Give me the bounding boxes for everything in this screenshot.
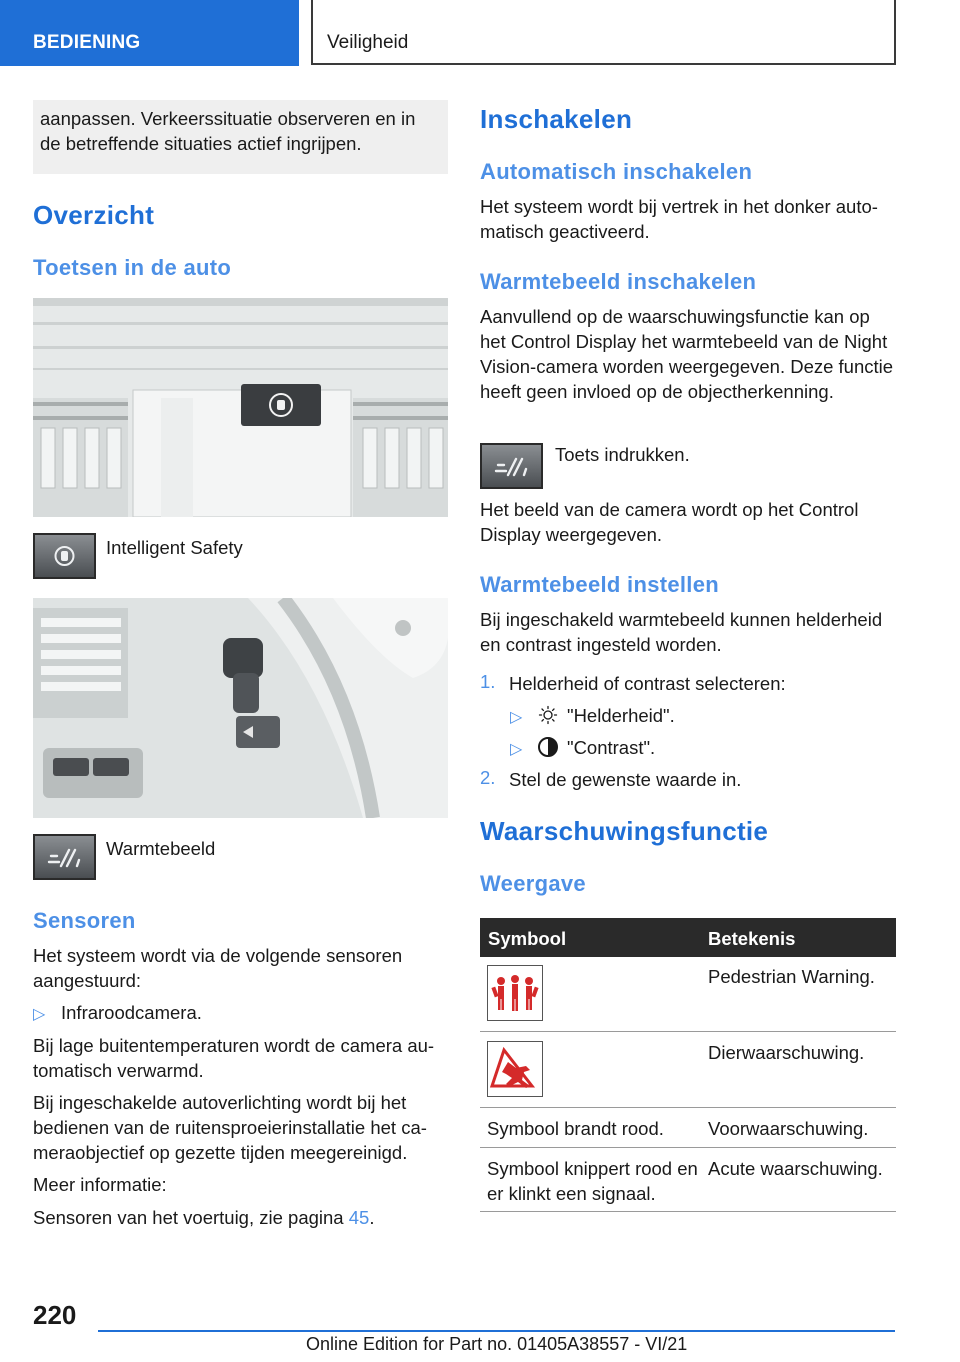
bullet-infrarood: Infraroodcamera. xyxy=(61,1002,202,1023)
row-2-meaning: Dierwaarschuwing. xyxy=(708,1042,865,1063)
section-tab xyxy=(0,0,299,66)
heading-warmtebeeld-instellen: Warmtebeeld instellen xyxy=(480,572,719,597)
row-4-meaning: Acute waarschuwing. xyxy=(708,1158,883,1179)
thermal-image-icon-2 xyxy=(482,445,541,487)
paragraph-lage-temperaturen: Bij lage buitentemperaturen wordt de camera automatisch verwarmd. xyxy=(33,1035,435,1081)
meer-informatie: Meer informatie: xyxy=(33,1174,167,1195)
heading-toetsen: Toetsen in de auto xyxy=(33,255,232,280)
pedestrians-icon xyxy=(488,966,542,1020)
heading-waarschuwingsfunctie: Waarschuwingsfunctie xyxy=(480,816,769,846)
sub-bullet-icon-1: ▷ xyxy=(510,709,523,726)
dashboard-photo xyxy=(33,298,448,517)
heading-inschakelen: Inschakelen xyxy=(480,104,633,134)
page-link-45[interactable]: 45 xyxy=(348,1207,370,1228)
beeld-text: Het beeld van de camera wordt op het Control Display weergegeven. xyxy=(480,499,859,545)
page-number: 220 xyxy=(33,1300,77,1330)
warmtebeeld-label: Warmtebeeld xyxy=(106,838,216,859)
toets-indrukken: Toets indrukken. xyxy=(555,444,690,465)
row-3-meaning: Voorwaarschuwing. xyxy=(708,1118,869,1139)
row-1-meaning: Pedestrian Warning. xyxy=(708,966,875,987)
intelligent-safety-button-icon xyxy=(33,533,96,579)
chapter-title: Veiligheid xyxy=(327,32,409,53)
night-vision-button-icon xyxy=(33,834,96,880)
steering-photo xyxy=(33,598,448,818)
dashboard-illustration xyxy=(33,298,448,517)
step-1-number: 1. xyxy=(480,671,496,692)
sub-helderheid: "Helderheid". xyxy=(567,705,675,726)
sensoren-reference-dot: . xyxy=(369,1207,375,1228)
warmtebeeld-instellen-text: Bij ingeschakeld warmtebeeld kunnen helderheid en contrast ingesteld worden. xyxy=(480,609,883,655)
step-1-text: Helderheid of contrast selecteren: xyxy=(509,673,786,694)
contrast-icon xyxy=(537,736,559,758)
sensoren-reference-text: Sensoren van het voertuig, zie pagina xyxy=(33,1207,349,1228)
footer-edition: Online Edition for Part no. 01405A38557 - VI/21 xyxy=(306,1334,688,1354)
row-divider xyxy=(480,1211,896,1212)
bullet-triangle-icon: ▷ xyxy=(33,1006,46,1023)
paragraph-ruitensproeier: Bij ingeschakelde autoverlichting wordt bij het bedienen van de ruitensproeierinstallatie het cameraobjectief op gezette tijden meegereinigd. xyxy=(33,1092,427,1163)
row-divider xyxy=(480,1031,896,1032)
heading-automatisch: Automatisch inschakelen xyxy=(480,159,753,184)
sub-bullet-icon-2: ▷ xyxy=(510,741,523,758)
column-betekenis: Betekenis xyxy=(708,928,796,949)
heading-overzicht: Overzicht xyxy=(33,200,155,230)
row-4-symbol: Symbool knippert rood en er klinkt een signaal. xyxy=(487,1158,698,1204)
column-symbool: Symbool xyxy=(488,928,567,949)
step-2-number: 2. xyxy=(480,767,496,788)
row-divider xyxy=(480,1147,896,1148)
pedestrian-warning-icon xyxy=(487,965,543,1021)
row-3-symbol: Symbool brandt rood. xyxy=(487,1118,664,1139)
shield-car-icon xyxy=(35,535,94,577)
brightness-icon xyxy=(538,705,558,725)
heading-sensoren: Sensoren xyxy=(33,908,136,933)
chapter-tab xyxy=(311,0,896,65)
steering-illustration xyxy=(33,598,448,818)
table-header xyxy=(480,918,896,957)
sub-contrast: "Contrast". xyxy=(567,737,656,758)
warmtebeeld-inschakelen-text: Aanvullend op de waarschuwingsfunctie kan op het Control Display het warmtebeeld van de Night Vision-camera worden weergegeven. Deze functie heeft geen invloed op de objectherkenning. xyxy=(480,306,894,402)
night-vision-key-icon xyxy=(480,443,543,489)
heading-warmtebeeld-inschakelen: Warmtebeeld inschakelen xyxy=(480,269,757,294)
footer-rule xyxy=(98,1330,895,1332)
automatisch-text: Het systeem wordt bij vertrek in het donker automatisch geactiveerd. xyxy=(480,196,878,242)
section-title: BEDIENING xyxy=(33,32,141,53)
deer-triangle-icon xyxy=(488,1042,542,1096)
row-divider xyxy=(480,1107,896,1108)
step-2-text: Stel de gewenste waarde in. xyxy=(509,769,742,790)
sensoren-text: Het systeem wordt via de volgende sensoren aangestuurd: xyxy=(33,945,403,991)
sensoren-reference xyxy=(33,1205,448,1230)
animal-warning-icon xyxy=(487,1041,543,1097)
intro-box: aanpassen. Verkeerssituatie observeren en in de betreffende situaties actief ingrijpen. xyxy=(33,100,448,174)
thermal-image-icon xyxy=(35,836,94,878)
heading-weergave: Weergave xyxy=(480,871,586,896)
intelligent-safety-label: Intelligent Safety xyxy=(106,537,243,558)
